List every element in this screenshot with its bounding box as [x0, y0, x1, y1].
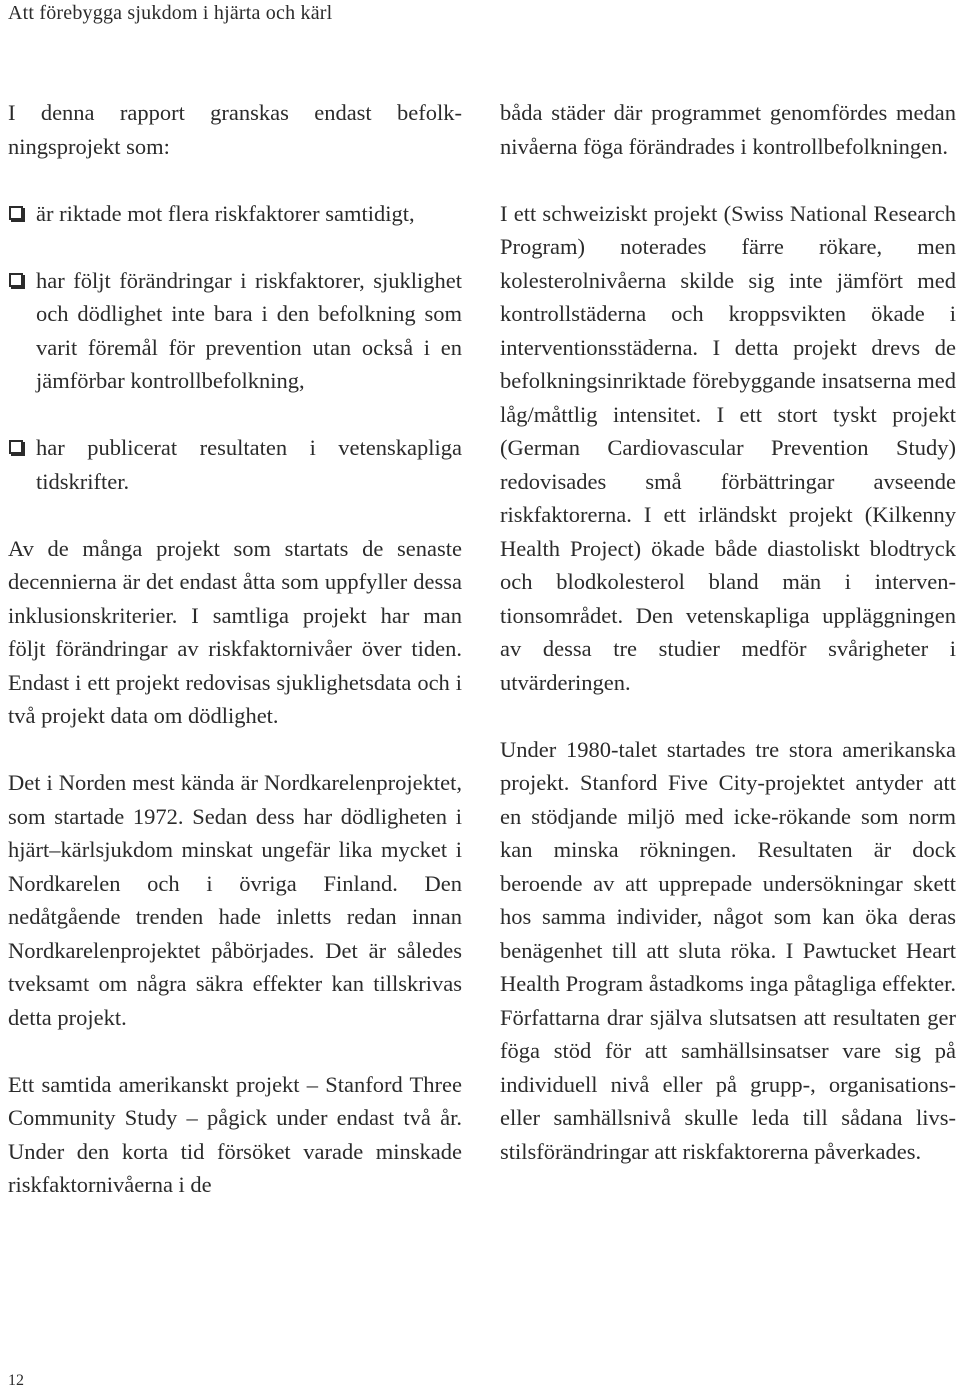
criteria-list	[8, 197, 462, 499]
criteria-text: är riktade mot flera riskfaktorer samtidigt,	[36, 200, 415, 226]
checkbox-icon	[9, 440, 23, 454]
criteria-text: har följt förändringar i riskfaktorer, sjuklighet och dödlighet inte bara i den befolkning som varit föremål för prevention utan också i en jämförbar kontrollbefolkning,	[36, 267, 462, 393]
body-paragraph: I ett schweiziskt projekt (Swiss National Research Program) noterades färre rökare, men kolesterolnivåerna skilde sig inte jämfört med kontrollstäderna och kroppsvikten ökade i interventionsstäderna. I detta projekt drevs de befolkningsinriktade förebyggande insatserna med låg/måttlig intensitet. I ett stort tyskt projekt (German Cardiovascular Prevention Study) redovisades små förbättringar avseende riskfaktorerna. I ett irländskt projekt (Kilkenny Health Project) ökade både diastoliskt blodtryck och blodkolesterol bland män i interventionsområdet. Den vetenskapliga uppläggningen av dessa tre studier medför svårigheter i utvärderingen.	[500, 200, 956, 695]
criteria-item	[8, 431, 462, 498]
criteria-item	[8, 264, 462, 398]
running-title: Att förebygga sjukdom i hjärta och kärl	[8, 2, 333, 24]
body-paragraph: Det i Norden mest kända är Nordkarelenprojektet, som startade 1972. Sedan dess har dödligheten i hjärt–kärlsjukdom minskat ungefär lika mycket i Nordkarelen och i övriga Finland. Den nedåtgående trenden hade inletts redan innan Nordkarelenprojektet påbörjades. Det är således tveksamt om några säkra effekter kan tillskrivas detta projekt.	[8, 770, 462, 1030]
checkbox-icon	[9, 206, 23, 220]
right-column	[500, 96, 956, 1168]
body-paragraph: Under 1980-talet startades tre stora amerikanska projekt. Stanford Five City-projektet antyder att en stödjande miljö med icke-rökande som norm kan minska rökningen. Resultaten är dock beroende av att upprepade undersökningar skett hos samma individer, något som kan öka deras benägenhet till att sluta röka. I Pawtucket Heart Health Program åstadkoms inga påtagliga effekter. Författarna drar själva slutsatsen att resultaten ger föga stöd för att samhällsinsatser vare sig på individuell nivå eller på grupp-, organisations- eller samhällsnivå skulle leda till sådana livsstilsförändringar att riskfaktorerna påverkades.	[500, 736, 956, 1164]
body-paragraph: båda städer där programmet genomfördes medan nivåerna föga förändrades i kontrollbefolkningen.	[500, 100, 956, 159]
criteria-item	[8, 197, 462, 231]
intro-paragraph: I denna rapport granskas endast befolkningsprojekt som:	[8, 100, 462, 159]
checkbox-icon	[9, 273, 23, 287]
page-number: 12	[8, 1372, 24, 1389]
left-column	[8, 96, 462, 1202]
body-paragraph: Ett samtida amerikanskt projekt – Stanford Three Community Study – pågick under endast två år. Under den korta tid försöket varade minskade riskfaktornivåerna i de	[8, 1071, 462, 1197]
body-paragraph: Av de många projekt som startats de senaste decennierna är det endast åtta som uppfyller dessa inklusionskriterier. I samtliga projekt har man följt förändringar av riskfaktornivåer över tiden. Endast i ett projekt redovisas sjuklighetsdata och i två projekt data om dödlighet.	[8, 535, 462, 728]
criteria-text: har publicerat resultaten i vetenskapliga tidskrifter.	[36, 435, 462, 494]
